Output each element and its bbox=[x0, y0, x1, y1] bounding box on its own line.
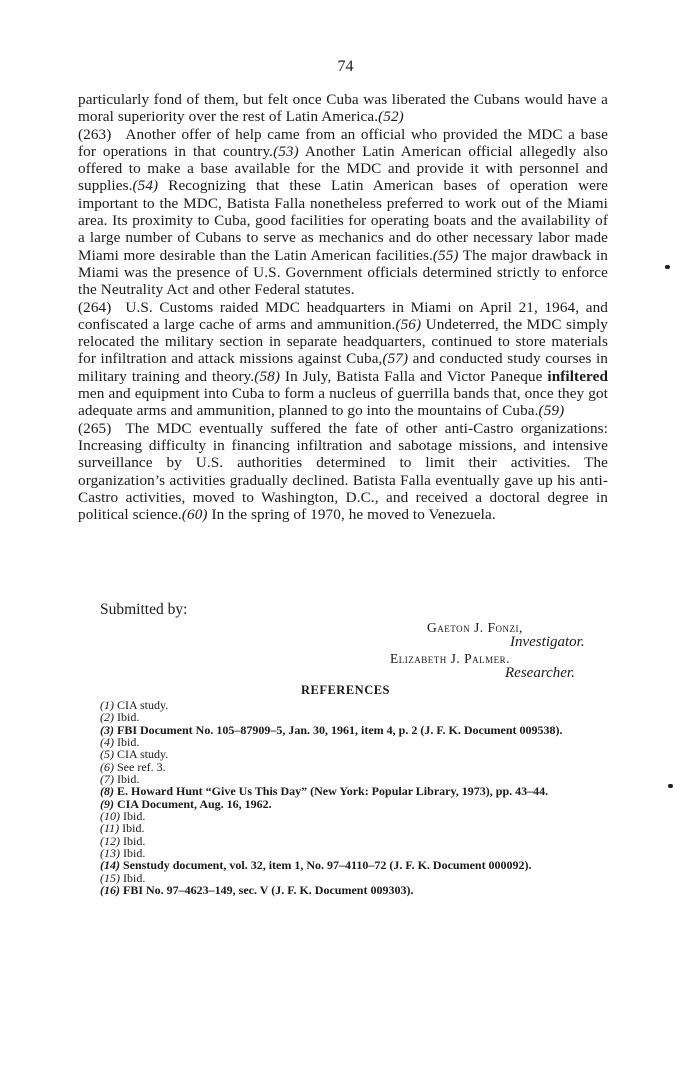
margin-mark bbox=[668, 784, 673, 788]
paragraph-text: U.S. Customs raided MDC headquarters in Miami on April 21, 1964, and confiscated a large cache of arms and ammunition. bbox=[78, 298, 608, 333]
footnote-ref: (55) bbox=[432, 246, 459, 264]
paragraph-265 bbox=[78, 420, 608, 524]
paragraph-264 bbox=[78, 299, 608, 420]
paragraph-text: and conducted study courses in military training and theory. bbox=[78, 350, 608, 385]
bold-word: infiltered bbox=[547, 367, 608, 385]
reference-number: (13) bbox=[100, 846, 120, 861]
reference-number: (11) bbox=[100, 821, 120, 836]
reference-number: (3) bbox=[100, 722, 114, 737]
reference-item bbox=[82, 859, 614, 871]
reference-number: (14) bbox=[100, 858, 120, 873]
reference-item bbox=[82, 835, 614, 847]
footnote-ref: (53) bbox=[273, 142, 299, 160]
reference-text: FBI No. 97–4623–149, sec. V (J. F. K. Document 009303). bbox=[123, 883, 414, 898]
reference-number: (8) bbox=[100, 784, 114, 799]
reference-text: E. Howard Hunt “Give Us This Day” (New York: Popular Library, 1973), pp. 43–44. bbox=[117, 784, 549, 799]
reference-text: Ibid. bbox=[123, 809, 146, 824]
reference-number: (2) bbox=[100, 710, 114, 725]
paragraph-text: Another Latin American official allegedly also offered to make a base available for the MDC and provide it with personnel and supplies. bbox=[78, 142, 608, 195]
footnote-ref: (54) bbox=[132, 177, 159, 195]
paragraph-text: Recognizing that these Latin American bases of operation were important to the MDC, Batista Falla nonetheless preferred to work out of the Miami area. Its proximity to Cuba, good facilities for operating boats and the availability of a large number of Cubans to serve as mechanics and do other necessary labor made Miami more desirable than the Latin American facilities. bbox=[78, 177, 608, 264]
submitted-by-label: Submitted by: bbox=[100, 601, 188, 618]
footnote-ref: (59) bbox=[538, 402, 565, 420]
reference-item bbox=[82, 724, 614, 736]
reference-text: Ibid. bbox=[123, 846, 146, 861]
reference-text: See ref. 3. bbox=[117, 759, 166, 774]
paragraph-263 bbox=[78, 126, 608, 299]
reference-number: (1) bbox=[100, 698, 114, 712]
paragraph-number: (264) bbox=[78, 298, 112, 316]
reference-text: FBI Document No. 105–87909–5, Jan. 30, 1961, item 4, p. 2 (J. F. K. Document 009538). bbox=[117, 722, 563, 737]
signatory-title: Researcher. bbox=[505, 665, 575, 681]
reference-text: CIA study. bbox=[117, 747, 169, 762]
footnote-ref: (52) bbox=[378, 108, 404, 126]
footnote-ref: (56) bbox=[395, 315, 422, 333]
reference-text: Ibid. bbox=[117, 735, 140, 750]
reference-item bbox=[82, 822, 614, 834]
reference-item bbox=[82, 810, 614, 822]
reference-number: (7) bbox=[100, 772, 114, 787]
reference-text: Senstudy document, vol. 32, item 1, No. 97–4110–72 (J. F. K. Document 000092). bbox=[123, 858, 532, 873]
paragraph-text: The major drawback in Miami was the presence of U.S. Government officials determined strictly to enforce the Neutrality Act and other Federal statutes. bbox=[78, 246, 608, 299]
reference-text: Ibid. bbox=[123, 870, 146, 885]
reference-item bbox=[82, 884, 614, 896]
footnote-ref: (57) bbox=[382, 350, 409, 368]
paragraph-text: Undeterred, the MDC simply relocated the military section in separate headquarters, continued to store materials for infiltration and attack missions against Cuba, bbox=[78, 315, 608, 368]
footnote-ref: (58) bbox=[254, 367, 280, 385]
reference-text: Ibid. bbox=[117, 772, 140, 787]
body-text bbox=[78, 91, 608, 523]
paragraph-text: men and equipment into Cuba to form a nucleus of guerrilla bands that, once they got adequate arms and ammunition, planned to go into the mountains of Cuba. bbox=[78, 385, 608, 420]
paragraph-text: Another offer of help came from an official who provided the MDC a base for operations in that country. bbox=[78, 125, 608, 160]
signatory-title: Investigator. bbox=[510, 634, 585, 650]
reference-text: Ibid. bbox=[122, 821, 145, 836]
paragraph-continuation bbox=[78, 91, 608, 126]
reference-number: (9) bbox=[100, 796, 114, 811]
reference-number: (6) bbox=[100, 759, 114, 774]
reference-number: (5) bbox=[100, 747, 114, 762]
references-heading: REFERENCES bbox=[300, 683, 391, 697]
paragraph-number: (265) bbox=[78, 419, 112, 437]
reference-text: CIA study. bbox=[117, 698, 169, 712]
footnote-ref: (60) bbox=[181, 506, 208, 524]
reference-text: CIA Document, Aug. 16, 1962. bbox=[117, 796, 272, 811]
reference-item bbox=[82, 798, 614, 810]
reference-number: (16) bbox=[100, 883, 120, 898]
reference-number: (12) bbox=[100, 833, 120, 848]
paragraph-text: In July, Batista Falla and Victor Paneque bbox=[280, 367, 548, 385]
signatory-name: Gaeton J. Fonzi, bbox=[427, 620, 523, 635]
reference-number: (15) bbox=[100, 870, 120, 885]
reference-text: Ibid. bbox=[117, 710, 140, 725]
paragraph-text: In the spring of 1970, he moved to Venezuela. bbox=[207, 506, 496, 524]
margin-mark bbox=[665, 265, 670, 269]
reference-text: Ibid. bbox=[123, 833, 146, 848]
paragraph-text: particularly fond of them, but felt once Cuba was liberated the Cubans would have a moral superiority over the rest of Latin America. bbox=[78, 91, 608, 126]
reference-number: (10) bbox=[100, 809, 120, 824]
reference-number: (4) bbox=[100, 735, 114, 750]
page-number: 74 bbox=[337, 58, 354, 75]
paragraph-number: (263) bbox=[78, 125, 112, 143]
references-list bbox=[82, 699, 614, 897]
signatory-name: Elizabeth J. Palmer. bbox=[390, 651, 510, 666]
reference-item bbox=[82, 761, 614, 773]
reference-item bbox=[82, 699, 614, 711]
paragraph-text: The MDC eventually suffered the fate of other anti-Castro organizations: Increasing difficulty in financing infiltration and sabotage missions, and intensive surveillance by U.S. authorities determined to limit their activities. The organization’s activities gradually declined. Batista Falla eventually gave up his anti-Castro activities, moved to Washington, D.C., and received a doctoral degree in political science. bbox=[78, 419, 608, 524]
